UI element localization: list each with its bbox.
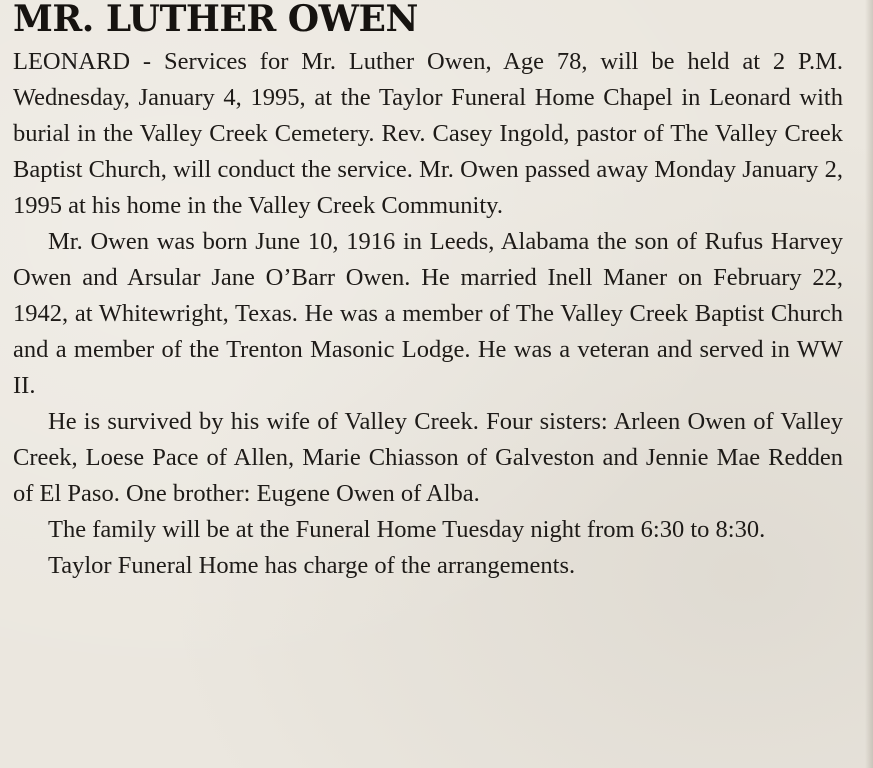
paragraph-services [13, 44, 843, 224]
paragraph-arrangements: Taylor Funeral Home has charge of the arrangements. [48, 552, 576, 579]
paragraph-services-text: - Services for Mr. Luther Owen, Age 78, will be held at 2 P.M. Wednesday, January 4, 1995, at the Taylor Funeral Home Chapel in Leonard with burial in the Valley Creek Cemetery. Rev. Casey Ingold, pastor of The Valley Creek Baptist Church, will conduct the service. Mr. Owen passed away Monday January 2, 1995 at his home in the Valley Creek Community. [13, 48, 843, 219]
obituary-body [13, 44, 843, 584]
paragraph-biography: Mr. Owen was born June 10, 1916 in Leeds, Alabama the son of Rufus Harvey Owen and Arsular Jane O’Barr Owen. He married Inell Maner on February 22, 1942, at Whitewright, Texas. He was a member of The Valley Creek Baptist Church and a member of the Trenton Masonic Lodge. He was a veteran and served in WW II. [13, 228, 843, 399]
obituary-headline: MR. LUTHER OWEN [13, 0, 418, 40]
dateline: LEONARD [13, 48, 131, 75]
paragraph-visitation: The family will be at the Funeral Home Tuesday night from 6:30 to 8:30. [48, 516, 766, 543]
paragraph-survivors: He is survived by his wife of Valley Creek. Four sisters: Arleen Owen of Valley Creek, Loese Pace of Allen, Marie Chiasson of Galveston and Jennie Mae Redden of El Paso. One brother: Eugene Owen of Alba. [13, 408, 843, 507]
